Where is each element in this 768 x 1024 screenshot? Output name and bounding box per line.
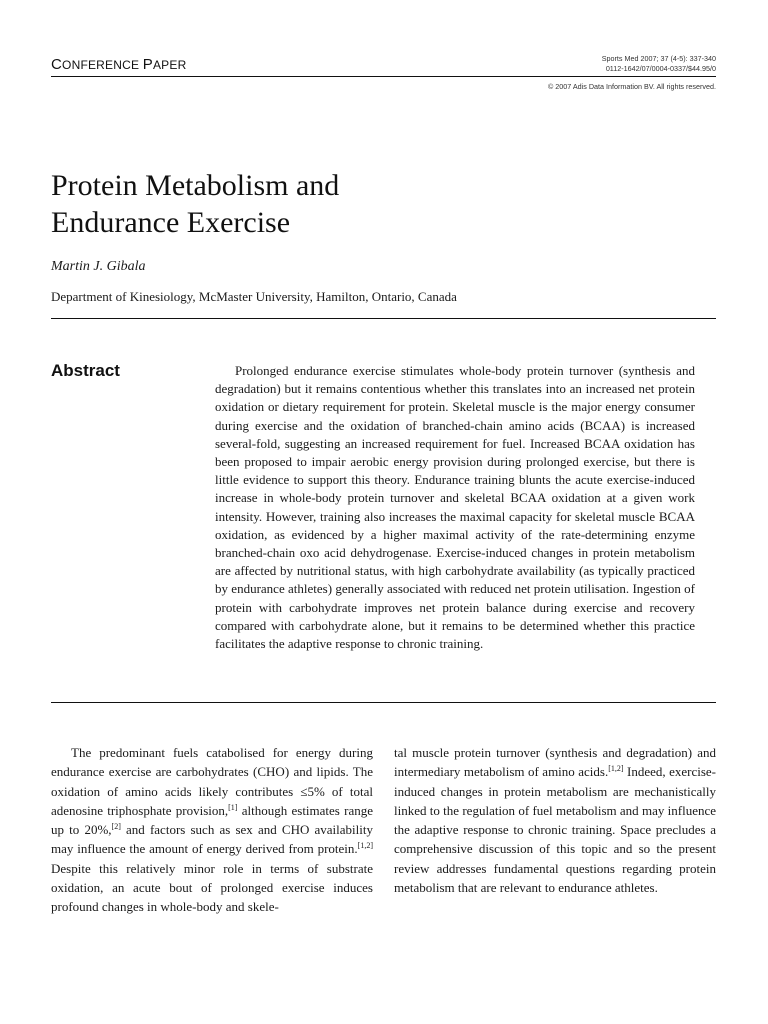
author-affiliation: Department of Kinesiology, McMaster University, Hamilton, Ontario, Canada (51, 289, 457, 304)
body-column-left (51, 743, 373, 917)
reference-marker[interactable]: [1,2] (357, 841, 373, 851)
article-title (51, 167, 339, 241)
body-text: although estimates range up to 20%, (51, 802, 373, 838)
citation-line: Sports Med 2007; 37 (4-5): 337-340 (601, 54, 716, 63)
title-line: Endurance Exercise (51, 206, 291, 239)
header-rule (51, 76, 716, 77)
section-divider (51, 318, 716, 319)
reference-marker[interactable]: [2] (111, 822, 121, 832)
abstract-text: Prolonged endurance exercise stimulates whole-body protein turnover (synthesis and degradation) but it remains contentious whether this translates into an increased net protein oxidation or dietary requirement for protein. Skeletal muscle is the major energy consumer during exercise and the oxidation of branched-chain amino acids (BCAA) is increased several-fold, suggesting an increased requirement for fuel. Increased BCAA oxidation has been proposed to impair aerobic energy provision during prolonged exercise, but there is little evidence to support this theory. Endurance training blunts the acute exercise-induced increase in whole-body protein turnover and skeletal BCAA oxidation at a given work intensity. However, training also increases the maximal capacity for skeletal muscle BCAA oxidation, as evidenced by a higher maximal activity of the rate-determining enzyme branched-chain oxo acid dehydrogenase. Exercise-induced changes in protein metabolism are affected by nutritional status, with high carbohydrate availability (as typically practiced by endurance athletes) generally associated with reduced net protein utilisation. Ingestion of protein with carbohydrate improves net protein balance during exercise and recovery compared with carbohydrate alone, but it remains to be determined whether this practice facilitates the adaptive response to chronic training. (215, 363, 695, 652)
title-line: Protein Metabolism and (51, 169, 340, 202)
author-name: Martin J. Gibala (51, 259, 146, 274)
section-divider (51, 702, 716, 703)
body-column-right (394, 743, 716, 897)
body-text: The predominant fuels catabolised for energy during endurance exercise are carbohydrates (CHO) and lipids. The oxidation of amino acids likely contributes ≤5% of total adenosine triphosphate provision, (51, 745, 373, 818)
reference-marker[interactable]: [1] (228, 802, 238, 812)
reference-marker[interactable]: [1,2] (608, 764, 624, 774)
section-label: CONFERENCE PAPER (51, 56, 187, 73)
abstract-heading: Abstract (51, 361, 120, 380)
body-text: and factors such as sex and CHO availability may influence the amount of energy derived from protein. (51, 822, 373, 857)
citation-block (602, 54, 716, 74)
copyright-notice: © 2007 Adis Data Information BV. All rights reserved. (547, 82, 716, 91)
issn-line: 0112-1642/07/0004-0337/$44.95/0 (605, 64, 716, 73)
body-text: Despite this relatively minor role in terms of substrate oxidation, an acute bout of prolonged exercise induces profound changes in whole-body and skele- (51, 860, 373, 915)
body-text: Indeed, exercise-induced changes in protein metabolism are mechanistically linked to the regulation of fuel metabolism and may influence the adaptive response to chronic training. Space precludes a comprehensive discussion of this topic and so the present review addresses fundamental questions regarding protein metabolism that are relevant to endurance athletes. (394, 764, 717, 896)
body-text: tal muscle protein turnover (synthesis and degradation) and intermediary metabolism of amino acids. (394, 745, 716, 780)
